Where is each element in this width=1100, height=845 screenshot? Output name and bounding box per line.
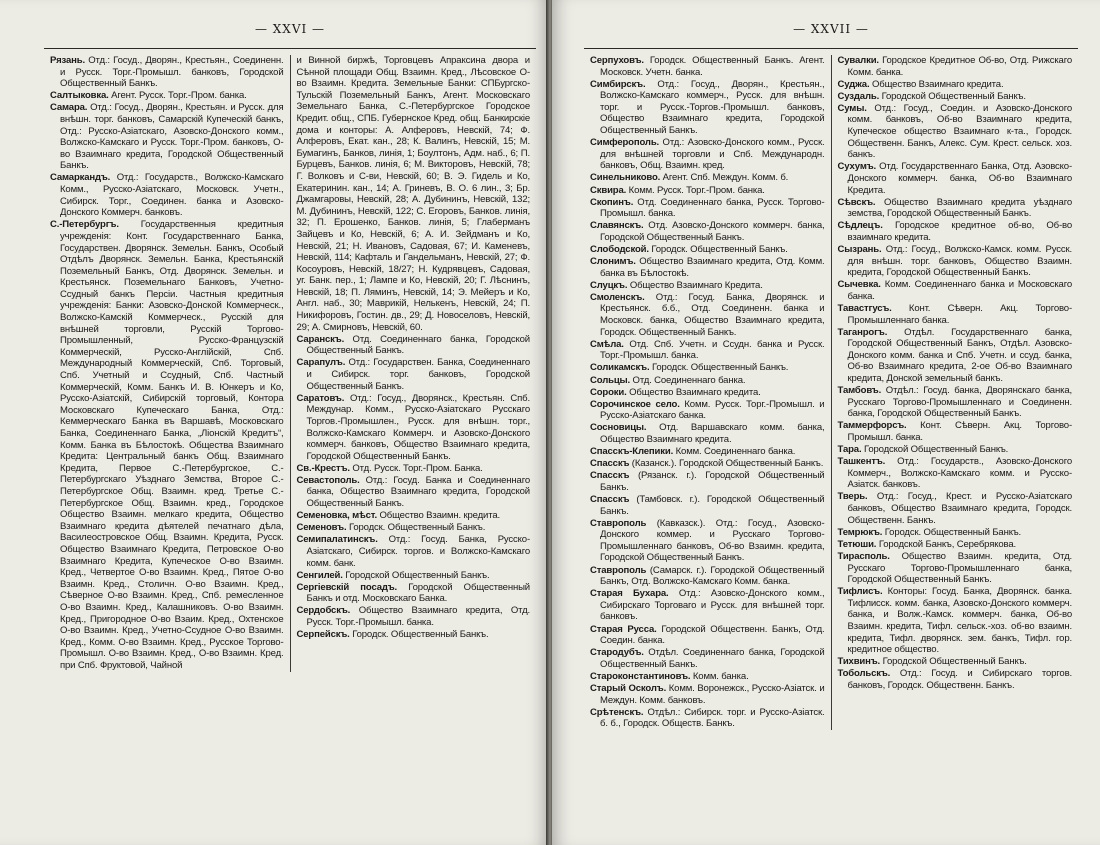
place-name: Старый Осколъ. xyxy=(590,682,667,694)
place-name: Стародубъ. xyxy=(590,647,644,659)
place-name: Спасскъ xyxy=(590,458,630,470)
place-name: Скопинъ. xyxy=(590,196,634,208)
directory-entry xyxy=(50,102,284,172)
directory-entry xyxy=(590,244,825,256)
directory-entry xyxy=(838,244,1073,279)
directory-entry xyxy=(838,491,1073,526)
directory-entry xyxy=(838,444,1073,456)
header-rule xyxy=(584,48,1078,49)
directory-entry xyxy=(50,55,284,90)
directory-entry xyxy=(838,279,1073,302)
directory-entry xyxy=(590,362,825,374)
directory-entry xyxy=(838,586,1073,656)
directory-entry xyxy=(590,588,825,623)
place-name: Старая Бухара. xyxy=(590,588,669,600)
entry-text: Городское Кредитное Об-во, Отд. Рижскаго Комм. банка. xyxy=(847,55,1072,78)
place-name: Спасскъ xyxy=(590,493,630,505)
place-name: Тихвинъ. xyxy=(837,656,881,668)
page-right xyxy=(552,0,1100,845)
directory-entry xyxy=(838,161,1073,196)
place-name: Сарапулъ. xyxy=(296,357,346,369)
directory-entry xyxy=(590,137,825,172)
directory-entry xyxy=(590,399,825,422)
entry-text: Отд.: Госуд. Банка, Русско-Азіатскаго, Сибирск. торгов. и Волжско-Камскаго комм. банк. xyxy=(306,534,530,569)
place-name: Семеновка, мѣст. xyxy=(296,510,377,522)
entry-text: Отд.: Государств., Волжско-Камскаго Комм., Русско-Азіатскаго, Московск. Учетн., Сибирск. Торг., Соединен. банка и Азовско-Донского Коммерч. банковъ. xyxy=(60,172,284,219)
directory-entry xyxy=(590,458,825,470)
entry-text: Городской Общественный Банкъ и отд. Московскаго Банка. xyxy=(306,581,530,605)
entry-text: Городск. Общественный Банкъ. xyxy=(882,526,1022,538)
entry-text: Конт. Сѣверн. Акц. Торгово-Промышленнаго банка. xyxy=(847,302,1072,326)
place-name: Ташкентъ. xyxy=(837,456,886,468)
place-name: Семеновъ. xyxy=(296,522,347,534)
entry-text: Отд.: Государствен. Банка, Соединеннаго и Сибирск. торг. банковъ, Городской Общественный Банкъ. xyxy=(306,357,530,392)
place-name: Смѣла. xyxy=(590,338,624,350)
place-name: Суджа. xyxy=(837,78,870,90)
place-name: Спасскъ-Клепики. xyxy=(590,446,674,458)
place-name: Сенгилей. xyxy=(296,569,343,581)
entry-text: (Тамбовск. г.). Городской Общественный Банкъ. xyxy=(600,493,825,517)
entry-text: Отд.: Госуд., Дворян., Крестьян., Соединенн. и Русск. Торг.-Промышл. банковъ, Городской Общественный Банкъ. xyxy=(60,55,284,90)
place-name: Тирасполь. xyxy=(837,550,890,562)
place-name: Самаркандъ. xyxy=(50,172,111,184)
entry-text: Комм. Воронежск., Русско-Азіатск. и Междун. Комм. банковъ. xyxy=(600,682,825,706)
entry-text: Комм. Русск. Торг.-Промышл. и Русско-Азіатскаго банка. xyxy=(600,398,825,422)
entry-text: Отд. Спб. Учетн. и Ссудн. банка и Русск. Торг.-Промышл. банка. xyxy=(600,338,825,362)
page-number: — XXVII — xyxy=(793,22,869,36)
directory-entry xyxy=(50,219,284,671)
entry-text: Отдѣл. Соединеннаго банка, Городской Общественный Банкъ. xyxy=(600,647,825,670)
place-name: Серпуховъ. xyxy=(590,55,644,66)
entry-text: Отд.: Госуд., Дворянск., Крестьян. Спб. Междунар. Комм., Русско-Азіатскаго Русскаго Торгов.-Промышлен., Русск. для внѣшн. торг., Волжско-Камскаго Коммерч. и Азовско-Донского коммерч. банковъ, Общество Взаимнаго кредита, Городской Общественный Банкъ. xyxy=(306,392,530,462)
entry-text: Общество Взаимнаго кредита, Отд. Русск. Торг.-Промышл. банка. xyxy=(306,605,530,628)
entry-text: Отд.: Госуд. Банка и Соединеннаго банка, Общество Взаимнаго кредита, Городской Общественный Банкъ. xyxy=(306,474,530,510)
directory-entry xyxy=(297,522,531,534)
place-name: Слонимъ. xyxy=(590,256,636,268)
page-number: — XXVI — xyxy=(254,22,326,36)
directory-entry xyxy=(50,172,284,218)
directory-entry xyxy=(590,624,825,647)
directory-entry xyxy=(50,90,284,102)
entry-text: Городск. Общественный Банкъ. xyxy=(649,362,789,374)
place-name: Сумы. xyxy=(837,102,867,114)
directory-entry xyxy=(590,292,825,338)
entry-text: Городск. Общественный Банкъ. Агент. Московск. Учетн. банка. xyxy=(600,55,825,78)
place-name: Тара. xyxy=(837,444,862,456)
place-name: Тамбовъ. xyxy=(837,385,882,397)
column xyxy=(290,55,537,672)
place-name: Серпейскъ. xyxy=(296,629,350,641)
entry-text: Отд.: Госуд. и Сибирскаго торгов. банковъ, Городск. Общественн. Банкъ. xyxy=(847,668,1072,691)
place-name: Саранскъ. xyxy=(296,333,345,345)
entry-text: (Казанск.). Городской Общественный Банкъ. xyxy=(629,458,824,470)
directory-entry xyxy=(590,55,825,78)
place-name: Сѣдлецъ. xyxy=(837,220,883,232)
column xyxy=(584,55,831,730)
entry-text: Агент. Русск. Торг.-Пром. банка. xyxy=(108,90,247,102)
entry-text: Городской Общественн. Банкъ, Отд. Соедин. банка. xyxy=(600,623,825,647)
place-name: Таммерфорсъ. xyxy=(837,420,907,432)
place-name: Сѣвскъ. xyxy=(837,196,876,208)
entry-text: Конт. Сѣверн. Акц. Торгово-Промышл. банка. xyxy=(847,420,1072,443)
place-name: С.-Петербургъ. xyxy=(50,219,119,231)
place-name: Салтыковка. xyxy=(50,90,109,102)
entry-text: Городск. Общественный Банкъ. xyxy=(349,629,489,641)
entry-text: Городской Общественный Банкъ. xyxy=(342,569,490,581)
place-name: Ставрополь xyxy=(590,564,647,576)
place-name: Темрюкъ. xyxy=(837,526,883,538)
entry-text: Отд. Азовско-Донского коммерч. банка, Городской Общественный Банкъ. xyxy=(600,220,825,243)
directory-entry xyxy=(838,303,1073,326)
directory-entry xyxy=(297,475,531,510)
entry-text: Комм. Соединеннаго банка и Московскаго банка. xyxy=(847,279,1072,302)
directory-entry xyxy=(838,539,1073,551)
entry-text: Отд.: Госуд., Дворян., Крестьян. и Русск. для внѣшн. торг. банковъ, Самарскій Купеческій банкъ, Отд.: Русско-Азіатскаго, Азовско-Донского комм., Волжско-Камскаго и Русск. Торг.-Пром. банковъ, О-во Взаимнаго кредита, Городской Общественный Банкъ. xyxy=(60,102,284,172)
place-name: Сорочинское село. xyxy=(590,398,680,410)
entry-text: (Самарск. г.). Городской Общественный Банкъ, Отд. Волжско-Камскаго Комм. банка. xyxy=(600,564,825,588)
directory-entry xyxy=(838,527,1073,539)
entry-text: Конторы: Госуд. Банка, Дворянск. банка. Тифлисск. комм. банка, Азовско-Донского коммерч. банка, и Волж.-Камск. коммерч. банка, Об-во Взаимн. кредита, Тифл. сельск.-хоз. об-во взаимн. кредита, Тифл. дворянск. зем. банкъ, Тифл. гор. кредитное общество. xyxy=(847,586,1072,656)
entry-text: Отд.: Госуд., Волжско-Камск. комм. Русск. для внѣшн. торг. банковъ, Общество Взаимн. кредита, Городской Общественный Банкъ. xyxy=(847,244,1072,279)
entry-continuation xyxy=(297,55,531,333)
entry-text: Городской Общественный Банкъ. xyxy=(880,656,1027,668)
directory-entry xyxy=(838,385,1073,420)
place-name: Севастополь. xyxy=(296,474,360,486)
entry-text: Отд. Русск. Торг.-Пром. Банка. xyxy=(349,462,483,474)
directory-entry xyxy=(590,565,825,588)
directory-entry xyxy=(590,707,825,730)
place-name: Семипалатинскъ. xyxy=(296,534,378,546)
place-name: Сухумъ. xyxy=(837,161,877,173)
directory-entry xyxy=(590,683,825,706)
place-name: Сычевка. xyxy=(837,279,881,291)
place-name: Сквира. xyxy=(590,184,627,196)
entry-text: Отд.: Госуд. Банка, Дворянск. и Крестьянск. б.б., Отд. Соединенн. банка и Московск. банка, Общество Взаимнаго кредита, Городск. Общественный Банкъ. xyxy=(600,291,825,338)
directory-entry xyxy=(297,582,531,605)
entry-text: (Рязанск. г.). Городской Общественный Банкъ. xyxy=(600,470,825,493)
directory-entry xyxy=(590,494,825,517)
place-name: Староконстантиновъ. xyxy=(590,670,691,682)
entry-text: Отд.: Азовско-Донского комм., Русск. для внѣшней торговли и Спб. Международн. банковъ, Общ. Взаимн. кред. xyxy=(600,137,825,172)
entry-text: Отд.: Азовско-Донского комм., Сибирскаго Торговаго и Русск. для внѣшней торг. банковъ. xyxy=(600,588,825,623)
place-name: Сувалки. xyxy=(837,55,879,66)
directory-entry xyxy=(590,422,825,445)
entry-text: Общество Взаимнаго Кредита. xyxy=(627,279,763,291)
place-name: Сосновицы. xyxy=(590,422,647,434)
place-name: Славянскъ. xyxy=(590,220,644,232)
directory-entry xyxy=(590,220,825,243)
place-name: Спасскъ xyxy=(590,470,630,482)
directory-entry xyxy=(838,91,1073,103)
directory-entry xyxy=(590,446,825,458)
directory-entry xyxy=(590,387,825,399)
entry-text: Городск. Общественный Банкъ. xyxy=(346,522,486,534)
directory-entry xyxy=(590,79,825,137)
directory-entry xyxy=(838,656,1073,668)
directory-entry xyxy=(590,339,825,362)
entry-text: Городской Общественный Банкъ. xyxy=(861,444,1009,456)
directory-entry xyxy=(297,357,531,392)
directory-entry xyxy=(297,570,531,582)
directory-entry xyxy=(297,605,531,628)
place-name: Таганрогъ. xyxy=(837,326,888,338)
directory-entry xyxy=(838,551,1073,586)
entry-text: Комм. банка. xyxy=(690,670,749,682)
place-name: Сороки. xyxy=(590,386,627,398)
entry-text: Общество Взаимнаго кредита, Отд. Комм. банка въ Бѣлостокѣ. xyxy=(600,256,825,279)
entry-text: Отд. Соединеннаго банка, Русск. Торгово-Промышл. банка. xyxy=(600,196,825,220)
entry-text: Отд.: Госуд., Крест. и Русско-Азіатскаго банковъ, Общество Взаимнаго кредита, Городск. Общественн. Банкъ. xyxy=(847,491,1072,526)
entry-text: (Кавказск.). Отд.: Госуд., Азовско-Донского коммер. и Русскаго Торгово-Промышленнаго банковъ, Об-во Взаимн. кредита, Городской Общественный Банкъ. xyxy=(600,517,825,564)
page-left xyxy=(0,0,548,845)
directory-entry xyxy=(590,375,825,387)
place-name: Симбирскъ. xyxy=(590,78,646,90)
entry-text: Комм. Соединеннаго банка. xyxy=(673,446,796,458)
place-name: Слуцкъ. xyxy=(590,279,628,291)
directory-entry xyxy=(838,327,1073,385)
entry-text: Общество Взаимнаго кредита. xyxy=(869,78,1004,90)
columns xyxy=(584,55,1078,730)
entry-text: Отд.: Государств., Азовско-Донского Коммерч., Волжско-Камскаго комм. и Русско-Азіатск. банковъ. xyxy=(847,456,1072,491)
entry-text: Отд. Варшавскаго комм. банка, Общество Взаимнаго кредита. xyxy=(600,422,825,445)
entry-text: Общество Взаимнаго кредита уѣзднаго земства, Городской Общественный Банкъ. xyxy=(847,196,1072,220)
directory-entry xyxy=(838,79,1073,91)
place-name: Суздаль. xyxy=(837,90,880,102)
entry-text: Отд.: Госуд., Дворян., Крестьян., Волжско-Камскаго коммерч., Русск. для внѣшн. торг. и Русск.-Торгов.-Промышл. банковъ, Общество Взаимнаго кредита, Городской Общественный Банкъ. xyxy=(600,78,825,137)
place-name: Смоленскъ. xyxy=(590,291,645,303)
directory-entry xyxy=(590,172,825,184)
entry-text: Отд. Соединеннаго банка. xyxy=(630,374,746,386)
entry-text: Отдѣл.: Сибирск. торг. и Русско-Азіатск. б. б., Городск. Обществ. Банкъ. xyxy=(600,706,825,730)
place-name: Рязань. xyxy=(50,55,85,66)
directory-entry xyxy=(838,456,1073,491)
directory-entry xyxy=(590,185,825,197)
place-name: Слободской. xyxy=(590,244,649,255)
place-name: Соликамскъ. xyxy=(590,362,650,374)
entry-text: Общество Взаимн. кредита, Отд. Русскаго Торгово-Промышленнаго банка, Городской Общественный Банкъ. xyxy=(847,550,1072,586)
directory-entry xyxy=(838,668,1073,691)
entry-text: Комм. Русск. Торг.-Пром. банка. xyxy=(626,184,765,196)
directory-entry xyxy=(297,463,531,475)
entry-text: Городской Банкъ, Серебрякова. xyxy=(876,538,1017,550)
directory-entry xyxy=(838,220,1073,243)
columns xyxy=(44,55,536,672)
directory-entry xyxy=(297,510,531,522)
place-name: Тобольскъ. xyxy=(837,668,891,680)
entry-text: Отдѣл. Государственнаго банка, Городской Общественный Банкъ, Отдѣл. Азовско-Донского комм. банка и Спб. Учетн. и ссуд. банка, Об-во Взаимнаго кредита, 2-ое Об-во Взаимнаго кредита, Донской земельный банкъ. xyxy=(847,326,1072,385)
place-name: Тавастгусъ. xyxy=(837,302,892,314)
place-name: Старая Русса. xyxy=(590,623,657,635)
entry-text: Государственныя кредитныя учрежденія: Конт. Государственнаго Банка, Государствен. Дворянск. Земельн. Банкъ, Особый Отдѣлъ Дворянск. Земельн. Банка, Крестьянскій Поземельный Банкъ, Отд. Дворянск. Земельн. и Крестьянск. Поземельнаго Банковъ, Учетно-Ссудный банкъ Персіи. Частныя кредитныя учрежденія: Банки: Азовско-Донской Коммерческ., Волжско-Камскій Коммерческ., Русскій для внѣшней торговли, Русскій Торгово-Промышленный, Русско-Французскій Коммерческій, Русско-Англійскій, Спб. Международный Коммерческій, Спб. Торговый, Спб. Учетный и Ссудный, Спб. Частный Коммерческій, Комм. Банкъ И. В. Юнкеръ и Ко, Русско-Азіатскій, Сибирскій торговый, Контора Московскаго Купеческаго Банка, Отд.: Кеммерческаго Банка въ Варшавѣ, Московскаго Банка, Соединеннаго Банка, „Ліонскій Кредитъ“, Комм. Банка въ Бѣлостокѣ. Общества Взаимнаго Кредита: Центральный банкъ Общ. Взаимнаго Кредита, Первое С.-Петербургское, С.-Петербургскаго Уѣзднаго Земства, Второе С.-Петербургское Общ. Взаимн. кред. Третье С.-Петербургское Общ. Взаимн. кред., Городское Общество Взаимн. мелкаго кредита, Общество Взаимнаго кредита дѣятелей печатнаго дѣла, Василеостровское Общ. Взаимн. Кредита, Русск. Общество Взаимнаго Кредита, Петровское О-во Взаимнаго Кредита, Купеческое О-во Взаимн. Кред., Четвертое О-во Взаимн. Кред., Пятое О-во Взаимн. Кред., Столичн. О-во Взаимн. Кред., Сѣверное О-во Взаимн. Кред., Спб. ремесленное О-во Взаимн. Кред., Калашниковъ. О-во Взаимн. Кред., Пригородное О-во Взаим. Кред., Охтенское О-во Взаимн. Кред., Учетно-Ссудное О-во Взаимн. Кред., Комм. О-во Взаимн. Кред., Русское Торгово-Промышл. О-во Взаимн. Кред., О-во Взаимн. Кред. при Спб. Фруктовой, Чайной xyxy=(60,219,284,671)
header-rule xyxy=(44,48,536,49)
directory-entry xyxy=(590,197,825,220)
entry-text: Отд. Соединеннаго банка, Городской Общественный Банкъ. xyxy=(306,333,530,357)
place-name: Тверь. xyxy=(837,491,868,503)
entry-text: Городской Общественный Банкъ. xyxy=(879,90,1026,102)
entry-text: Общество Взаимнаго кредита. xyxy=(626,386,761,398)
place-name: Симферополь. xyxy=(590,137,660,149)
entry-text: Отдѣл.: Госуд. банка, Дворянскаго банка, Русскаго Торгово-Промышленнаго и Соединенн. банка, Городской Общественный Банкъ. xyxy=(847,385,1072,420)
directory-entry xyxy=(590,256,825,279)
place-name: Сердобскъ. xyxy=(296,605,351,617)
directory-entry xyxy=(590,671,825,683)
directory-entry xyxy=(590,518,825,564)
column xyxy=(831,55,1079,730)
directory-entry xyxy=(838,103,1073,161)
directory-entry xyxy=(838,420,1073,443)
place-name: Сызрань. xyxy=(837,244,882,255)
directory-entry xyxy=(297,534,531,569)
place-name: Св.-Крестъ. xyxy=(296,462,350,474)
directory-entry xyxy=(297,629,531,641)
place-name: Ставрополь xyxy=(590,517,647,529)
entry-text: Городск. Общественный Банкъ. xyxy=(648,244,788,255)
directory-entry xyxy=(590,280,825,292)
entry-text: Городское кредитное об-во, Об-во взаимнаго кредита. xyxy=(847,220,1072,243)
entry-text: Агент. Спб. Междун. Комм. б. xyxy=(660,172,789,184)
entry-text: и Винной биржѣ, Торговцевъ Апраксина двора и Сѣнной площади Общ. Взаимн. Кред., Лѣсовское О-во Взаимн. Кредита. Земельные Банки: СПБургско-Тульскій Поземельный Банкъ, Агент. Московскаго Земельнаго Банка, С.-Петербургское Городское Кредит. общ., СПБ. Губернское Кред. общ. Банкирскіе дома и конторы: А. Алферовъ, Невскій, 74; Ф. Алферовъ, Екат. кан., 28; К. Валинъ, Невскій, 15; М. Бумагинъ, Банков, линія, 1; Боултонъ, Адм. наб., 6; П. Бурцевъ, Банков. линія, 6; М. Викторовъ, Невскій, 78; Г. Волковъ и С-ви, Невскій, 60; В. Э. Гидель и Ко, Екатеринин. кан., 14; А. Гриневъ, В. О. 6 лин., 3; Бр. Джамгаровы, Невскій, 28; А. Дубининъ, Невскій, 132; М. Дубининъ, Невскій, 122; С. Егоровъ, Банков. линія, 32; П. Ерошенко, Банков. линія, 5; Глаберманъ Зайцевъ и Ко, Невскій, 6; А. И. Зейдманъ и Ко, Невскій, 21; Н. Ивановъ, Садовая, 67; И. Каменевъ, Невскій, 114; Кафталь и Гандельманъ, Невскій, 27; Ф. Косоуровъ, Невскій, 18/27; Н. Кудрявцевъ, Садовая, уг. Банк. пер., 1; Лампе и Ко, Невскій, 20; Г. Лѣснинъ, Невскій, 18; П. Ляминъ, Невскій, 14; Э. Мейеръ и Ко, Англ. наб., 30; Маврикій, Нелькенъ, Невскій, 24; П. Никифоровъ, Гостин. дв., 29; Д. Новоселовъ, Невскій, 29; А. Смирновъ, Невскій, 60. xyxy=(296,55,530,333)
entry-text: Общество Взаимн. кредита. xyxy=(376,510,501,522)
directory-entry xyxy=(590,647,825,670)
place-name: Синельниково. xyxy=(590,172,661,184)
place-name: Тетюши. xyxy=(837,538,877,550)
directory-entry xyxy=(297,334,531,357)
directory-entry xyxy=(838,55,1073,78)
place-name: Сергіевскій посадъ. xyxy=(296,581,398,593)
place-name: Срѣтенскъ. xyxy=(590,706,644,718)
place-name: Тифлисъ. xyxy=(837,586,883,598)
directory-entry xyxy=(590,470,825,493)
entry-text: Отд. Государственнаго Банка, Отд. Азовско-Донского коммерч. банка, Об-во Взаимнаго Кредита. xyxy=(847,161,1072,196)
place-name: Самара. xyxy=(50,102,88,114)
place-name: Сольцы. xyxy=(590,374,631,386)
entry-text: Отд.: Госуд., Соедин. и Азовско-Донского комм. банковъ, Об-во Взаимнаго кредита, Купеческое общество Взаимнаго к-та., Городск. Общественн. Банкъ, Алекс. Сум. Крест. сельск. хоз. банкъ. xyxy=(847,102,1072,161)
directory-entry xyxy=(838,197,1073,220)
column xyxy=(44,55,290,672)
place-name: Саратовъ. xyxy=(296,392,345,404)
directory-entry xyxy=(297,393,531,463)
